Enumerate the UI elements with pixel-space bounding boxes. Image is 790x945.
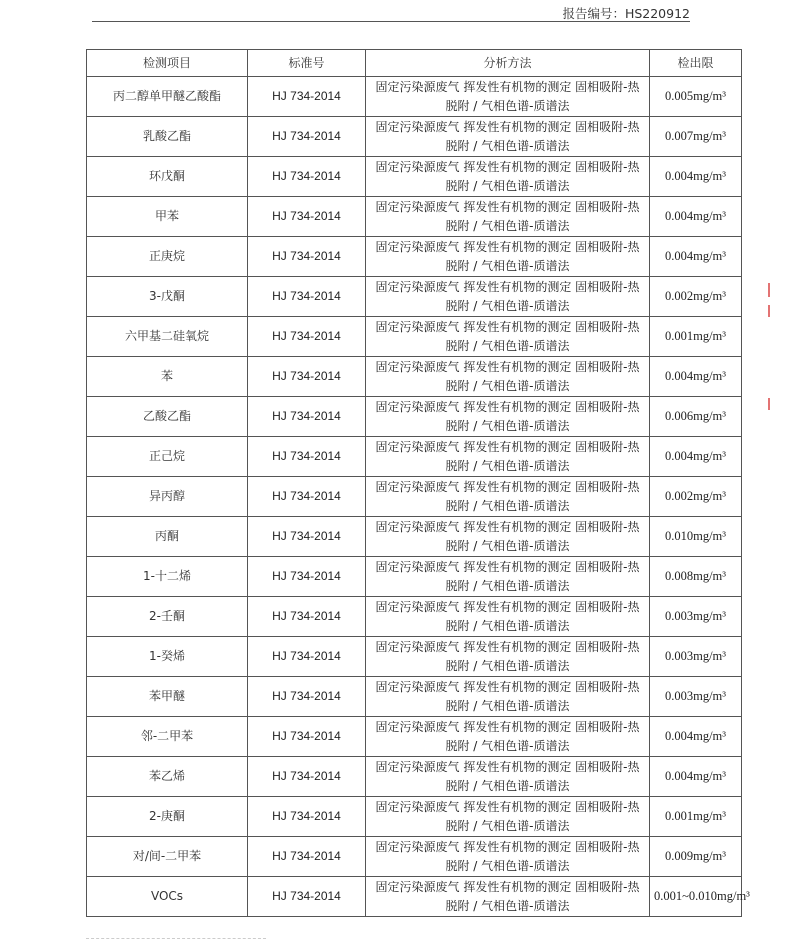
table-header-row: [87, 50, 742, 77]
report-number: 报告编号：HS220912: [562, 6, 690, 21]
footer-rule: [86, 938, 266, 939]
item-cell: 异丙醇: [87, 477, 248, 517]
item-cell: 正己烷: [87, 437, 248, 477]
method-cell: 固定污染源废气 挥发性有机物的测定 固相吸附-热脱附 / 气相色谱-质谱法: [366, 197, 650, 237]
standard-cell: HJ 734-2014: [248, 157, 366, 197]
table-row: [87, 117, 742, 157]
table-row: [87, 197, 742, 237]
table-row: [87, 157, 742, 197]
method-cell: 固定污染源废气 挥发性有机物的测定 固相吸附-热脱附 / 气相色谱-质谱法: [366, 797, 650, 837]
limit-cell: 0.004mg/m³: [650, 197, 742, 237]
table-row: [87, 437, 742, 477]
method-cell: 固定污染源废气 挥发性有机物的测定 固相吸附-热脱附 / 气相色谱-质谱法: [366, 117, 650, 157]
limit-cell: 0.003mg/m³: [650, 637, 742, 677]
standard-cell: HJ 734-2014: [248, 597, 366, 637]
limit-cell: 0.005mg/m³: [650, 77, 742, 117]
method-cell: 固定污染源废气 挥发性有机物的测定 固相吸附-热脱附 / 气相色谱-质谱法: [366, 877, 650, 917]
table-row: [87, 717, 742, 757]
item-cell: 对/间-二甲苯: [87, 837, 248, 877]
standard-cell: HJ 734-2014: [248, 797, 366, 837]
item-cell: 环戊酮: [87, 157, 248, 197]
item-cell: 乳酸乙酯: [87, 117, 248, 157]
method-cell: 固定污染源废气 挥发性有机物的测定 固相吸附-热脱附 / 气相色谱-质谱法: [366, 277, 650, 317]
limit-cell: 0.002mg/m³: [650, 477, 742, 517]
method-cell: 固定污染源废气 挥发性有机物的测定 固相吸附-热脱附 / 气相色谱-质谱法: [366, 157, 650, 197]
item-cell: 甲苯: [87, 197, 248, 237]
standard-cell: HJ 734-2014: [248, 277, 366, 317]
standard-cell: HJ 734-2014: [248, 237, 366, 277]
standard-cell: HJ 734-2014: [248, 437, 366, 477]
header-item: 检测项目: [87, 50, 248, 77]
method-cell: 固定污染源废气 挥发性有机物的测定 固相吸附-热脱附 / 气相色谱-质谱法: [366, 557, 650, 597]
limit-cell: 0.004mg/m³: [650, 717, 742, 757]
method-cell: 固定污染源废气 挥发性有机物的测定 固相吸附-热脱附 / 气相色谱-质谱法: [366, 677, 650, 717]
limit-cell: 0.004mg/m³: [650, 157, 742, 197]
item-cell: 丙二醇单甲醚乙酸酯: [87, 77, 248, 117]
limit-cell: 0.008mg/m³: [650, 557, 742, 597]
standard-cell: HJ 734-2014: [248, 557, 366, 597]
standard-cell: HJ 734-2014: [248, 357, 366, 397]
edge-stamp-mark: [768, 305, 770, 317]
limit-cell: 0.003mg/m³: [650, 597, 742, 637]
table-row: [87, 317, 742, 357]
item-cell: 正庚烷: [87, 237, 248, 277]
detection-table: [86, 49, 750, 917]
method-cell: 固定污染源废气 挥发性有机物的测定 固相吸附-热脱附 / 气相色谱-质谱法: [366, 397, 650, 437]
header-rule: [92, 21, 690, 22]
method-cell: 固定污染源废气 挥发性有机物的测定 固相吸附-热脱附 / 气相色谱-质谱法: [366, 477, 650, 517]
limit-cell: 0.006mg/m³: [650, 397, 742, 437]
method-cell: 固定污染源废气 挥发性有机物的测定 固相吸附-热脱附 / 气相色谱-质谱法: [366, 317, 650, 357]
limit-cell: 0.004mg/m³: [650, 437, 742, 477]
item-cell: 乙酸乙酯: [87, 397, 248, 437]
item-cell: VOCs: [87, 877, 248, 917]
standard-cell: HJ 734-2014: [248, 837, 366, 877]
header-method: 分析方法: [366, 50, 650, 77]
edge-stamp-mark: [768, 398, 770, 410]
standard-cell: HJ 734-2014: [248, 197, 366, 237]
header-limit: 检出限: [650, 50, 742, 77]
method-cell: 固定污染源废气 挥发性有机物的测定 固相吸附-热脱附 / 气相色谱-质谱法: [366, 837, 650, 877]
item-cell: 苯乙烯: [87, 757, 248, 797]
limit-cell: 0.002mg/m³: [650, 277, 742, 317]
standard-cell: HJ 734-2014: [248, 637, 366, 677]
limit-cell: 0.007mg/m³: [650, 117, 742, 157]
method-cell: 固定污染源废气 挥发性有机物的测定 固相吸附-热脱附 / 气相色谱-质谱法: [366, 237, 650, 277]
edge-stamp-mark: [768, 283, 770, 297]
limit-cell: 0.010mg/m³: [650, 517, 742, 557]
limit-cell: 0.004mg/m³: [650, 357, 742, 397]
table-row: [87, 597, 742, 637]
limit-cell: 0.001~0.010mg/m³: [650, 877, 742, 917]
table-row: [87, 877, 742, 917]
standard-cell: HJ 734-2014: [248, 397, 366, 437]
standard-cell: HJ 734-2014: [248, 717, 366, 757]
table-row: [87, 477, 742, 517]
standard-cell: HJ 734-2014: [248, 317, 366, 357]
item-cell: 邻-二甲苯: [87, 717, 248, 757]
item-cell: 六甲基二硅氧烷: [87, 317, 248, 357]
limit-cell: 0.009mg/m³: [650, 837, 742, 877]
table-row: [87, 77, 742, 117]
header-standard: 标准号: [248, 50, 366, 77]
item-cell: 2-壬酮: [87, 597, 248, 637]
table-row: [87, 797, 742, 837]
method-cell: 固定污染源废气 挥发性有机物的测定 固相吸附-热脱附 / 气相色谱-质谱法: [366, 517, 650, 557]
standard-cell: HJ 734-2014: [248, 77, 366, 117]
item-cell: 丙酮: [87, 517, 248, 557]
item-cell: 1-十二烯: [87, 557, 248, 597]
method-cell: 固定污染源废气 挥发性有机物的测定 固相吸附-热脱附 / 气相色谱-质谱法: [366, 437, 650, 477]
standard-cell: HJ 734-2014: [248, 877, 366, 917]
table-row: [87, 237, 742, 277]
standard-cell: HJ 734-2014: [248, 117, 366, 157]
method-cell: 固定污染源废气 挥发性有机物的测定 固相吸附-热脱附 / 气相色谱-质谱法: [366, 357, 650, 397]
item-cell: 苯: [87, 357, 248, 397]
limit-cell: 0.003mg/m³: [650, 677, 742, 717]
item-cell: 3-戊酮: [87, 277, 248, 317]
method-cell: 固定污染源废气 挥发性有机物的测定 固相吸附-热脱附 / 气相色谱-质谱法: [366, 637, 650, 677]
table-row: [87, 517, 742, 557]
standard-cell: HJ 734-2014: [248, 477, 366, 517]
item-cell: 苯甲醚: [87, 677, 248, 717]
limit-cell: 0.004mg/m³: [650, 757, 742, 797]
method-cell: 固定污染源废气 挥发性有机物的测定 固相吸附-热脱附 / 气相色谱-质谱法: [366, 757, 650, 797]
standard-cell: HJ 734-2014: [248, 517, 366, 557]
table-row: [87, 637, 742, 677]
table-row: [87, 677, 742, 717]
method-cell: 固定污染源废气 挥发性有机物的测定 固相吸附-热脱附 / 气相色谱-质谱法: [366, 77, 650, 117]
limit-cell: 0.004mg/m³: [650, 237, 742, 277]
table-row: [87, 757, 742, 797]
limit-cell: 0.001mg/m³: [650, 797, 742, 837]
method-cell: 固定污染源废气 挥发性有机物的测定 固相吸附-热脱附 / 气相色谱-质谱法: [366, 597, 650, 637]
limit-cell: 0.001mg/m³: [650, 317, 742, 357]
standard-cell: HJ 734-2014: [248, 757, 366, 797]
table-row: [87, 837, 742, 877]
table-row: [87, 557, 742, 597]
method-cell: 固定污染源废气 挥发性有机物的测定 固相吸附-热脱附 / 气相色谱-质谱法: [366, 717, 650, 757]
standard-cell: HJ 734-2014: [248, 677, 366, 717]
table-row: [87, 357, 742, 397]
table-row: [87, 397, 742, 437]
item-cell: 1-癸烯: [87, 637, 248, 677]
table-row: [87, 277, 742, 317]
item-cell: 2-庚酮: [87, 797, 248, 837]
